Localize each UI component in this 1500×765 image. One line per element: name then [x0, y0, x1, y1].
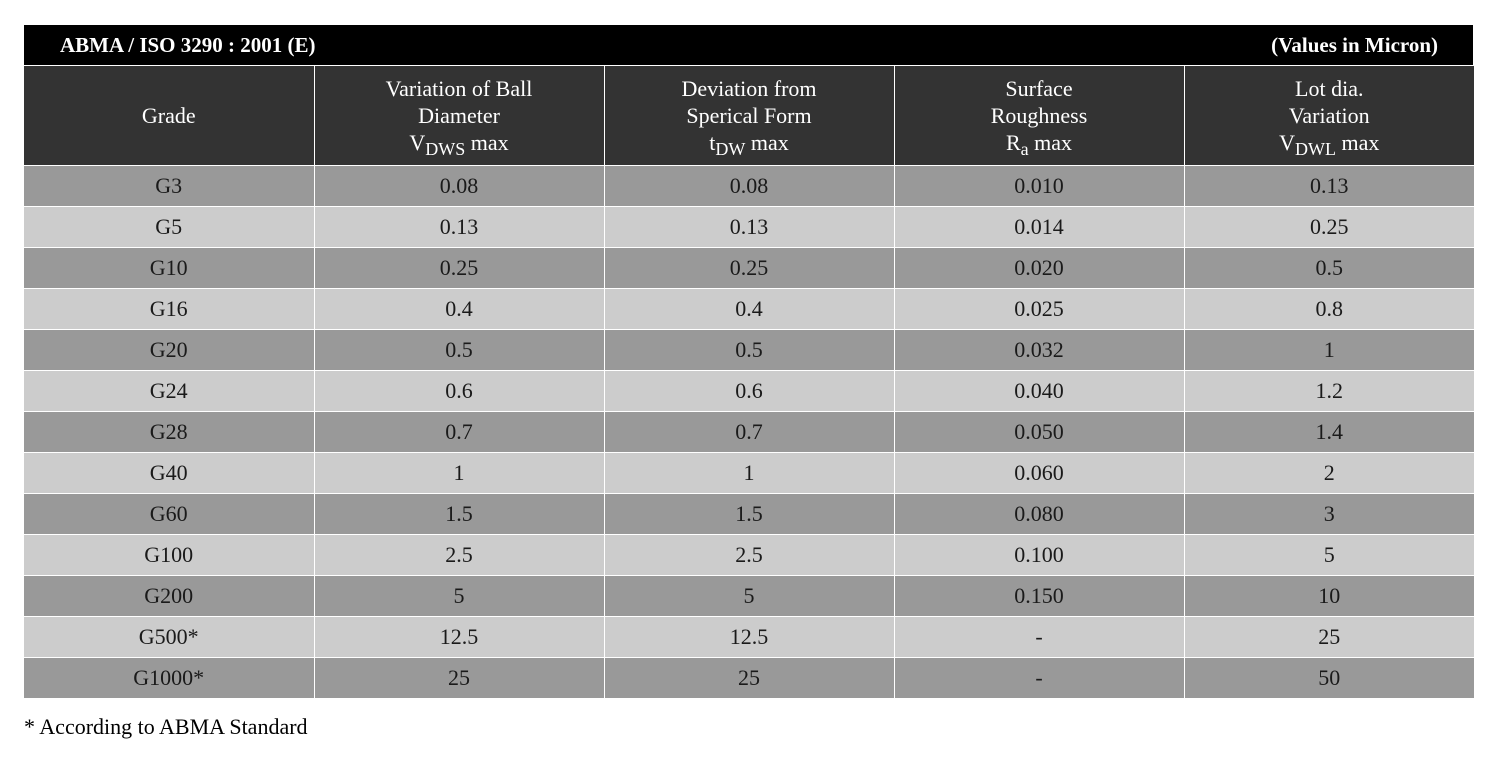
cell-tdw: 0.5	[604, 330, 894, 371]
cell-tdw: 0.08	[604, 166, 894, 207]
cell-ra: 0.014	[894, 207, 1184, 248]
grade-tolerance-table	[24, 65, 1474, 698]
header-vdwl-line2: Variation	[1288, 103, 1370, 128]
header-tdw-line2: Sperical Form	[686, 103, 812, 128]
cell-grade: G1000*	[24, 658, 314, 699]
header-vdwl-symbol	[1185, 129, 1475, 159]
cell-vdwl: 25	[1184, 617, 1474, 658]
header-ra-line2: Roughness	[990, 103, 1088, 128]
table-title-bar	[24, 25, 1473, 65]
table-row	[24, 289, 1474, 330]
header-ra-symbol	[895, 129, 1184, 159]
cell-vdws: 0.25	[314, 248, 604, 289]
header-tdw-line1: Deviation from	[681, 76, 817, 101]
header-vdwl-sub: DWL	[1295, 139, 1336, 159]
cell-grade: G5	[24, 207, 314, 248]
footnote: * According to ABMA Standard	[24, 714, 308, 739]
cell-vdwl: 0.13	[1184, 166, 1474, 207]
cell-vdwl: 0.5	[1184, 248, 1474, 289]
cell-vdwl: 50	[1184, 658, 1474, 699]
cell-ra: 0.010	[894, 166, 1184, 207]
cell-ra: 0.032	[894, 330, 1184, 371]
cell-grade: G3	[24, 166, 314, 207]
header-tdw-suffix: max	[745, 130, 789, 155]
header-vdws-suffix: max	[465, 130, 509, 155]
header-vdws-sym: V	[409, 130, 426, 155]
cell-vdwl: 1.2	[1184, 371, 1474, 412]
cell-vdws: 1.5	[314, 494, 604, 535]
header-tdw-symbol	[605, 129, 894, 159]
header-vdwl-sym: V	[1279, 130, 1295, 155]
header-tdw-sym: t	[709, 130, 716, 155]
header-ra-sym: R	[1005, 130, 1021, 155]
cell-ra: -	[894, 617, 1184, 658]
cell-tdw: 5	[604, 576, 894, 617]
cell-vdws: 0.13	[314, 207, 604, 248]
cell-tdw: 1	[604, 453, 894, 494]
cell-vdws: 1	[314, 453, 604, 494]
cell-tdw: 0.7	[604, 412, 894, 453]
table-body	[24, 166, 1474, 699]
cell-ra: 0.050	[894, 412, 1184, 453]
header-ra-sub: a	[1020, 139, 1029, 159]
table-row	[24, 166, 1474, 207]
header-vdws-line1: Variation of Ball	[385, 76, 533, 101]
cell-vdwl: 1.4	[1184, 412, 1474, 453]
standard-title: ABMA / ISO 3290 : 2001 (E)	[60, 32, 316, 57]
cell-vdwl: 3	[1184, 494, 1474, 535]
cell-tdw: 25	[604, 658, 894, 699]
cell-tdw: 12.5	[604, 617, 894, 658]
header-vdws-sub: DWS	[425, 139, 466, 159]
header-tdw	[604, 66, 894, 166]
cell-grade: G500*	[24, 617, 314, 658]
table-row	[24, 494, 1474, 535]
cell-grade: G20	[24, 330, 314, 371]
header-row	[24, 66, 1474, 166]
cell-ra: 0.025	[894, 289, 1184, 330]
cell-grade: G100	[24, 535, 314, 576]
cell-tdw: 0.4	[604, 289, 894, 330]
cell-grade: G16	[24, 289, 314, 330]
cell-tdw: 2.5	[604, 535, 894, 576]
header-tdw-sub: DW	[715, 139, 746, 159]
table-row	[24, 412, 1474, 453]
cell-vdwl: 5	[1184, 535, 1474, 576]
header-grade-label: Grade	[141, 103, 196, 128]
cell-tdw: 0.6	[604, 371, 894, 412]
table-row	[24, 330, 1474, 371]
cell-grade: G200	[24, 576, 314, 617]
cell-ra: 0.150	[894, 576, 1184, 617]
cell-vdwl: 10	[1184, 576, 1474, 617]
tolerance-table-container	[24, 25, 1473, 698]
cell-grade: G60	[24, 494, 314, 535]
table-row	[24, 617, 1474, 658]
table-header	[24, 66, 1474, 166]
cell-vdws: 0.7	[314, 412, 604, 453]
header-grade	[24, 66, 314, 166]
header-vdws-line2: Diameter	[418, 103, 500, 128]
header-ra	[894, 66, 1184, 166]
cell-vdwl: 0.8	[1184, 289, 1474, 330]
cell-vdws: 0.5	[314, 330, 604, 371]
header-vdwl-suffix: max	[1335, 130, 1380, 155]
cell-tdw: 0.25	[604, 248, 894, 289]
header-vdwl	[1184, 66, 1474, 166]
cell-vdwl: 2	[1184, 453, 1474, 494]
header-vdws-symbol	[315, 129, 604, 159]
header-vdws	[314, 66, 604, 166]
table-row	[24, 371, 1474, 412]
cell-vdws: 5	[314, 576, 604, 617]
header-vdwl-line1: Lot dia.	[1295, 76, 1364, 101]
cell-ra: 0.040	[894, 371, 1184, 412]
cell-grade: G10	[24, 248, 314, 289]
header-ra-line1: Surface	[1005, 76, 1073, 101]
cell-tdw: 0.13	[604, 207, 894, 248]
header-ra-suffix: max	[1028, 130, 1073, 155]
table-row	[24, 453, 1474, 494]
table-row	[24, 207, 1474, 248]
cell-vdws: 0.4	[314, 289, 604, 330]
table-row	[24, 535, 1474, 576]
table-row	[24, 248, 1474, 289]
cell-grade: G40	[24, 453, 314, 494]
table-row	[24, 658, 1474, 699]
cell-vdws: 2.5	[314, 535, 604, 576]
cell-ra: 0.020	[894, 248, 1184, 289]
cell-vdws: 0.6	[314, 371, 604, 412]
table-row	[24, 576, 1474, 617]
cell-ra: 0.080	[894, 494, 1184, 535]
cell-ra: -	[894, 658, 1184, 699]
units-label: (Values in Micron)	[1271, 32, 1438, 57]
cell-tdw: 1.5	[604, 494, 894, 535]
cell-grade: G24	[24, 371, 314, 412]
cell-vdws: 25	[314, 658, 604, 699]
cell-vdws: 12.5	[314, 617, 604, 658]
cell-grade: G28	[24, 412, 314, 453]
cell-ra: 0.060	[894, 453, 1184, 494]
cell-ra: 0.100	[894, 535, 1184, 576]
cell-vdws: 0.08	[314, 166, 604, 207]
cell-vdwl: 0.25	[1184, 207, 1474, 248]
cell-vdwl: 1	[1184, 330, 1474, 371]
